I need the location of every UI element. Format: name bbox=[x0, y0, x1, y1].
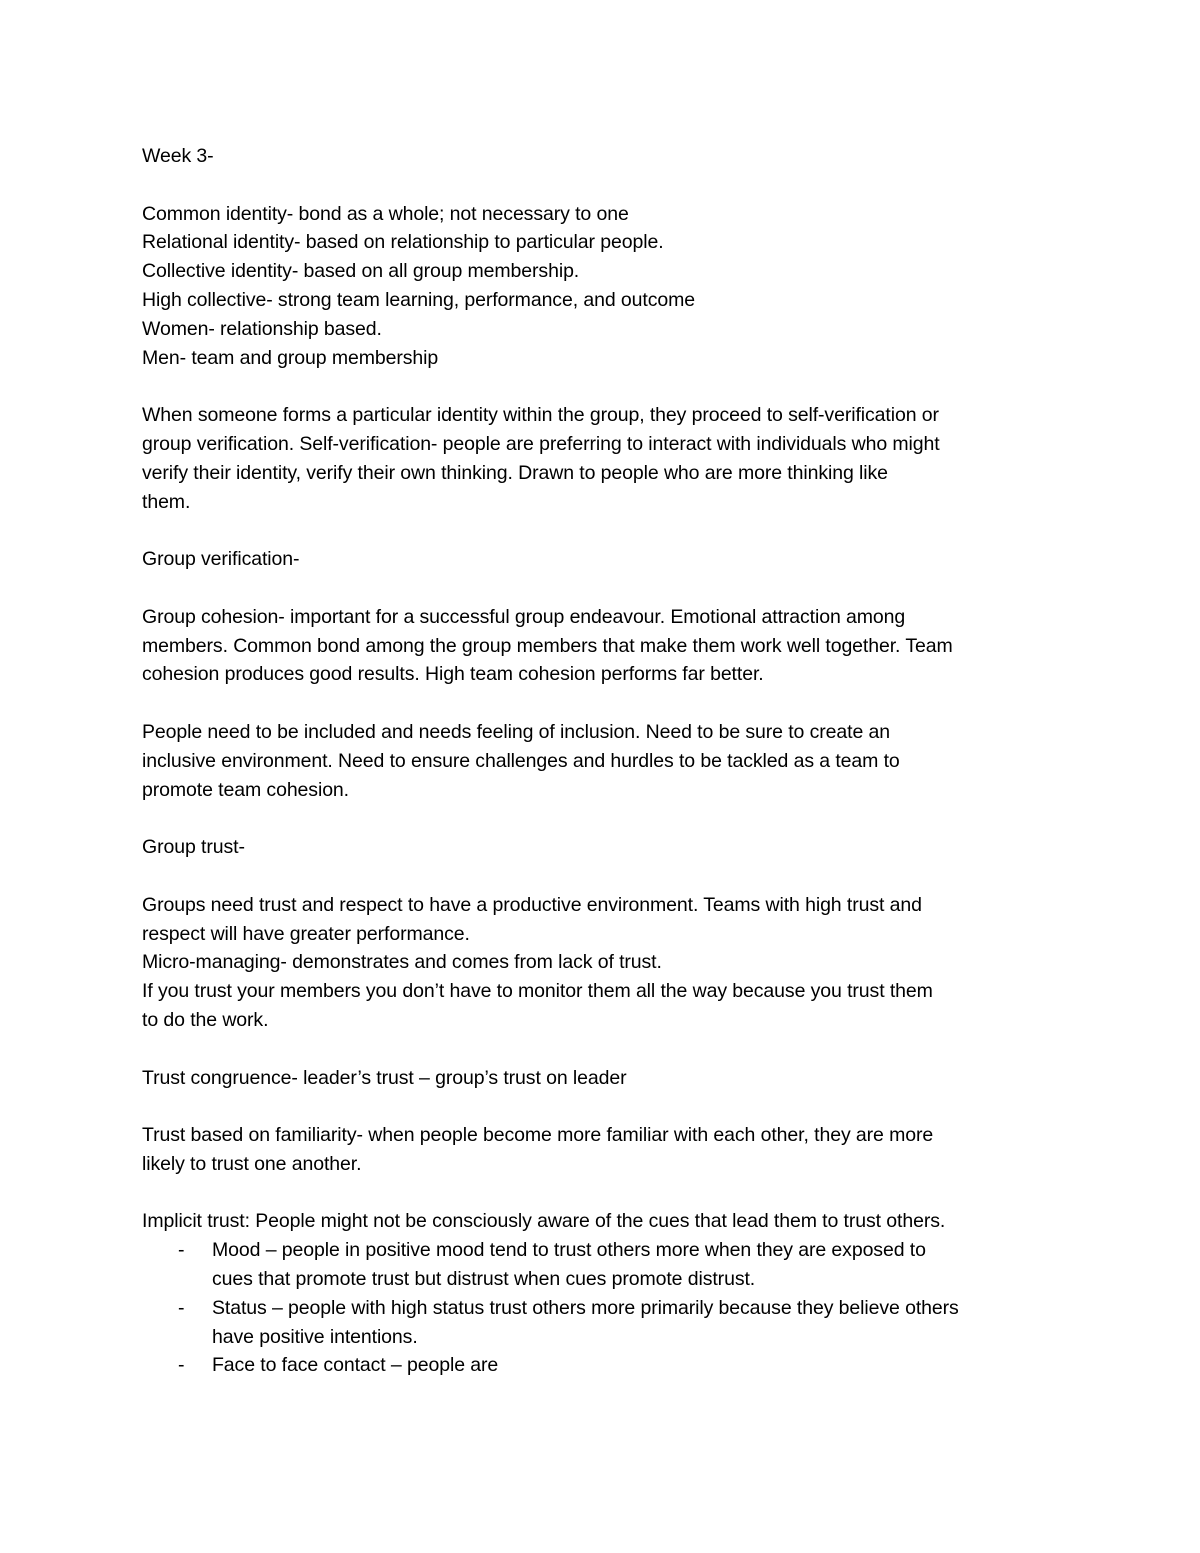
paragraph-line: promote team cohesion. bbox=[142, 778, 349, 801]
paragraph-line: People need to be included and needs feeling of inclusion. Need to be sure to create an bbox=[142, 720, 891, 743]
identity-line: Men- team and group membership bbox=[142, 346, 439, 369]
identity-list bbox=[142, 200, 1077, 373]
dash-bullet-marker: - bbox=[178, 1239, 185, 1262]
spacer bbox=[142, 1035, 1077, 1064]
identity-line: Common identity- bond as a whole; not necessary to one bbox=[142, 202, 629, 225]
spacer bbox=[142, 171, 1077, 200]
paragraph-line: respect will have greater performance. bbox=[142, 922, 470, 945]
bullet-line: cues that promote trust but distrust when cues promote distrust. bbox=[212, 1268, 756, 1291]
bullet-line: Face to face contact – people are bbox=[212, 1354, 499, 1377]
bullet-line: Mood – people in positive mood tend to trust others more when they are exposed to bbox=[212, 1239, 926, 1262]
paragraph-line: When someone forms a particular identity within the group, they proceed to self-verification or bbox=[142, 404, 939, 427]
paragraph-line: Group cohesion- important for a successful group endeavour. Emotional attraction among bbox=[142, 605, 906, 628]
spacer bbox=[142, 1092, 1077, 1121]
bullet-line: Status – people with high status trust others more primarily because they believe others bbox=[212, 1296, 959, 1319]
paragraph-line: verify their identity, verify their own thinking. Drawn to people who are more thinking like bbox=[142, 461, 888, 484]
dash-bullet-marker: - bbox=[178, 1354, 185, 1377]
bullet-line: have positive intentions. bbox=[212, 1325, 418, 1348]
inclusion-paragraph bbox=[142, 718, 1077, 804]
page-title: Week 3- bbox=[142, 145, 214, 167]
group-verification-heading: Group verification- bbox=[142, 548, 300, 571]
trust-congruence-line: Trust congruence- leader’s trust – group’s trust on leader bbox=[142, 1066, 627, 1089]
bullet-item-status bbox=[142, 1294, 1077, 1352]
paragraph-line: If you trust your members you don’t have to monitor them all the way because you trust them bbox=[142, 980, 933, 1003]
paragraph-line: Trust based on familiarity- when people become more familiar with each other, they are more bbox=[142, 1124, 934, 1147]
dash-bullet-marker: - bbox=[178, 1296, 185, 1319]
spacer bbox=[142, 372, 1077, 401]
document-body bbox=[142, 142, 1077, 1380]
spacer bbox=[142, 516, 1077, 545]
trust-paragraph bbox=[142, 891, 1077, 1035]
bullet-item-face-to-face bbox=[142, 1351, 1077, 1380]
paragraph-line: cohesion produces good results. High team cohesion performs far better. bbox=[142, 663, 764, 686]
paragraph-line: inclusive environment. Need to ensure challenges and hurdles to be tackled as a team to bbox=[142, 749, 900, 772]
paragraph-line: to do the work. bbox=[142, 1008, 269, 1031]
bullet-item-mood bbox=[142, 1236, 1077, 1294]
paragraph-line: group verification. Self-verification- people are preferring to interact with individuals who might bbox=[142, 432, 940, 455]
spacer bbox=[142, 574, 1077, 603]
cohesion-paragraph bbox=[142, 603, 1077, 689]
implicit-trust-line: Implicit trust: People might not be consciously aware of the cues that lead them to trust others. bbox=[142, 1210, 946, 1233]
identity-line: Collective identity- based on all group membership. bbox=[142, 260, 580, 283]
identity-line: High collective- strong team learning, performance, and outcome bbox=[142, 288, 695, 311]
familiarity-paragraph bbox=[142, 1121, 1077, 1179]
paragraph-line: members. Common bond among the group members that make them work well together. Team bbox=[142, 634, 953, 657]
paragraph-line: Groups need trust and respect to have a productive environment. Teams with high trust and bbox=[142, 893, 922, 916]
implicit-trust-bullet-list bbox=[142, 1236, 1077, 1380]
spacer bbox=[142, 689, 1077, 718]
identity-line: Relational identity- based on relationship to particular people. bbox=[142, 231, 664, 254]
paragraph-line: Micro-managing- demonstrates and comes from lack of trust. bbox=[142, 951, 662, 974]
spacer bbox=[142, 804, 1077, 833]
group-trust-heading: Group trust- bbox=[142, 836, 245, 859]
spacer bbox=[142, 1179, 1077, 1208]
spacer bbox=[142, 862, 1077, 891]
paragraph-line: them. bbox=[142, 490, 191, 513]
paragraph-line: likely to trust one another. bbox=[142, 1152, 362, 1175]
verification-paragraph bbox=[142, 401, 1077, 516]
identity-line: Women- relationship based. bbox=[142, 317, 382, 340]
